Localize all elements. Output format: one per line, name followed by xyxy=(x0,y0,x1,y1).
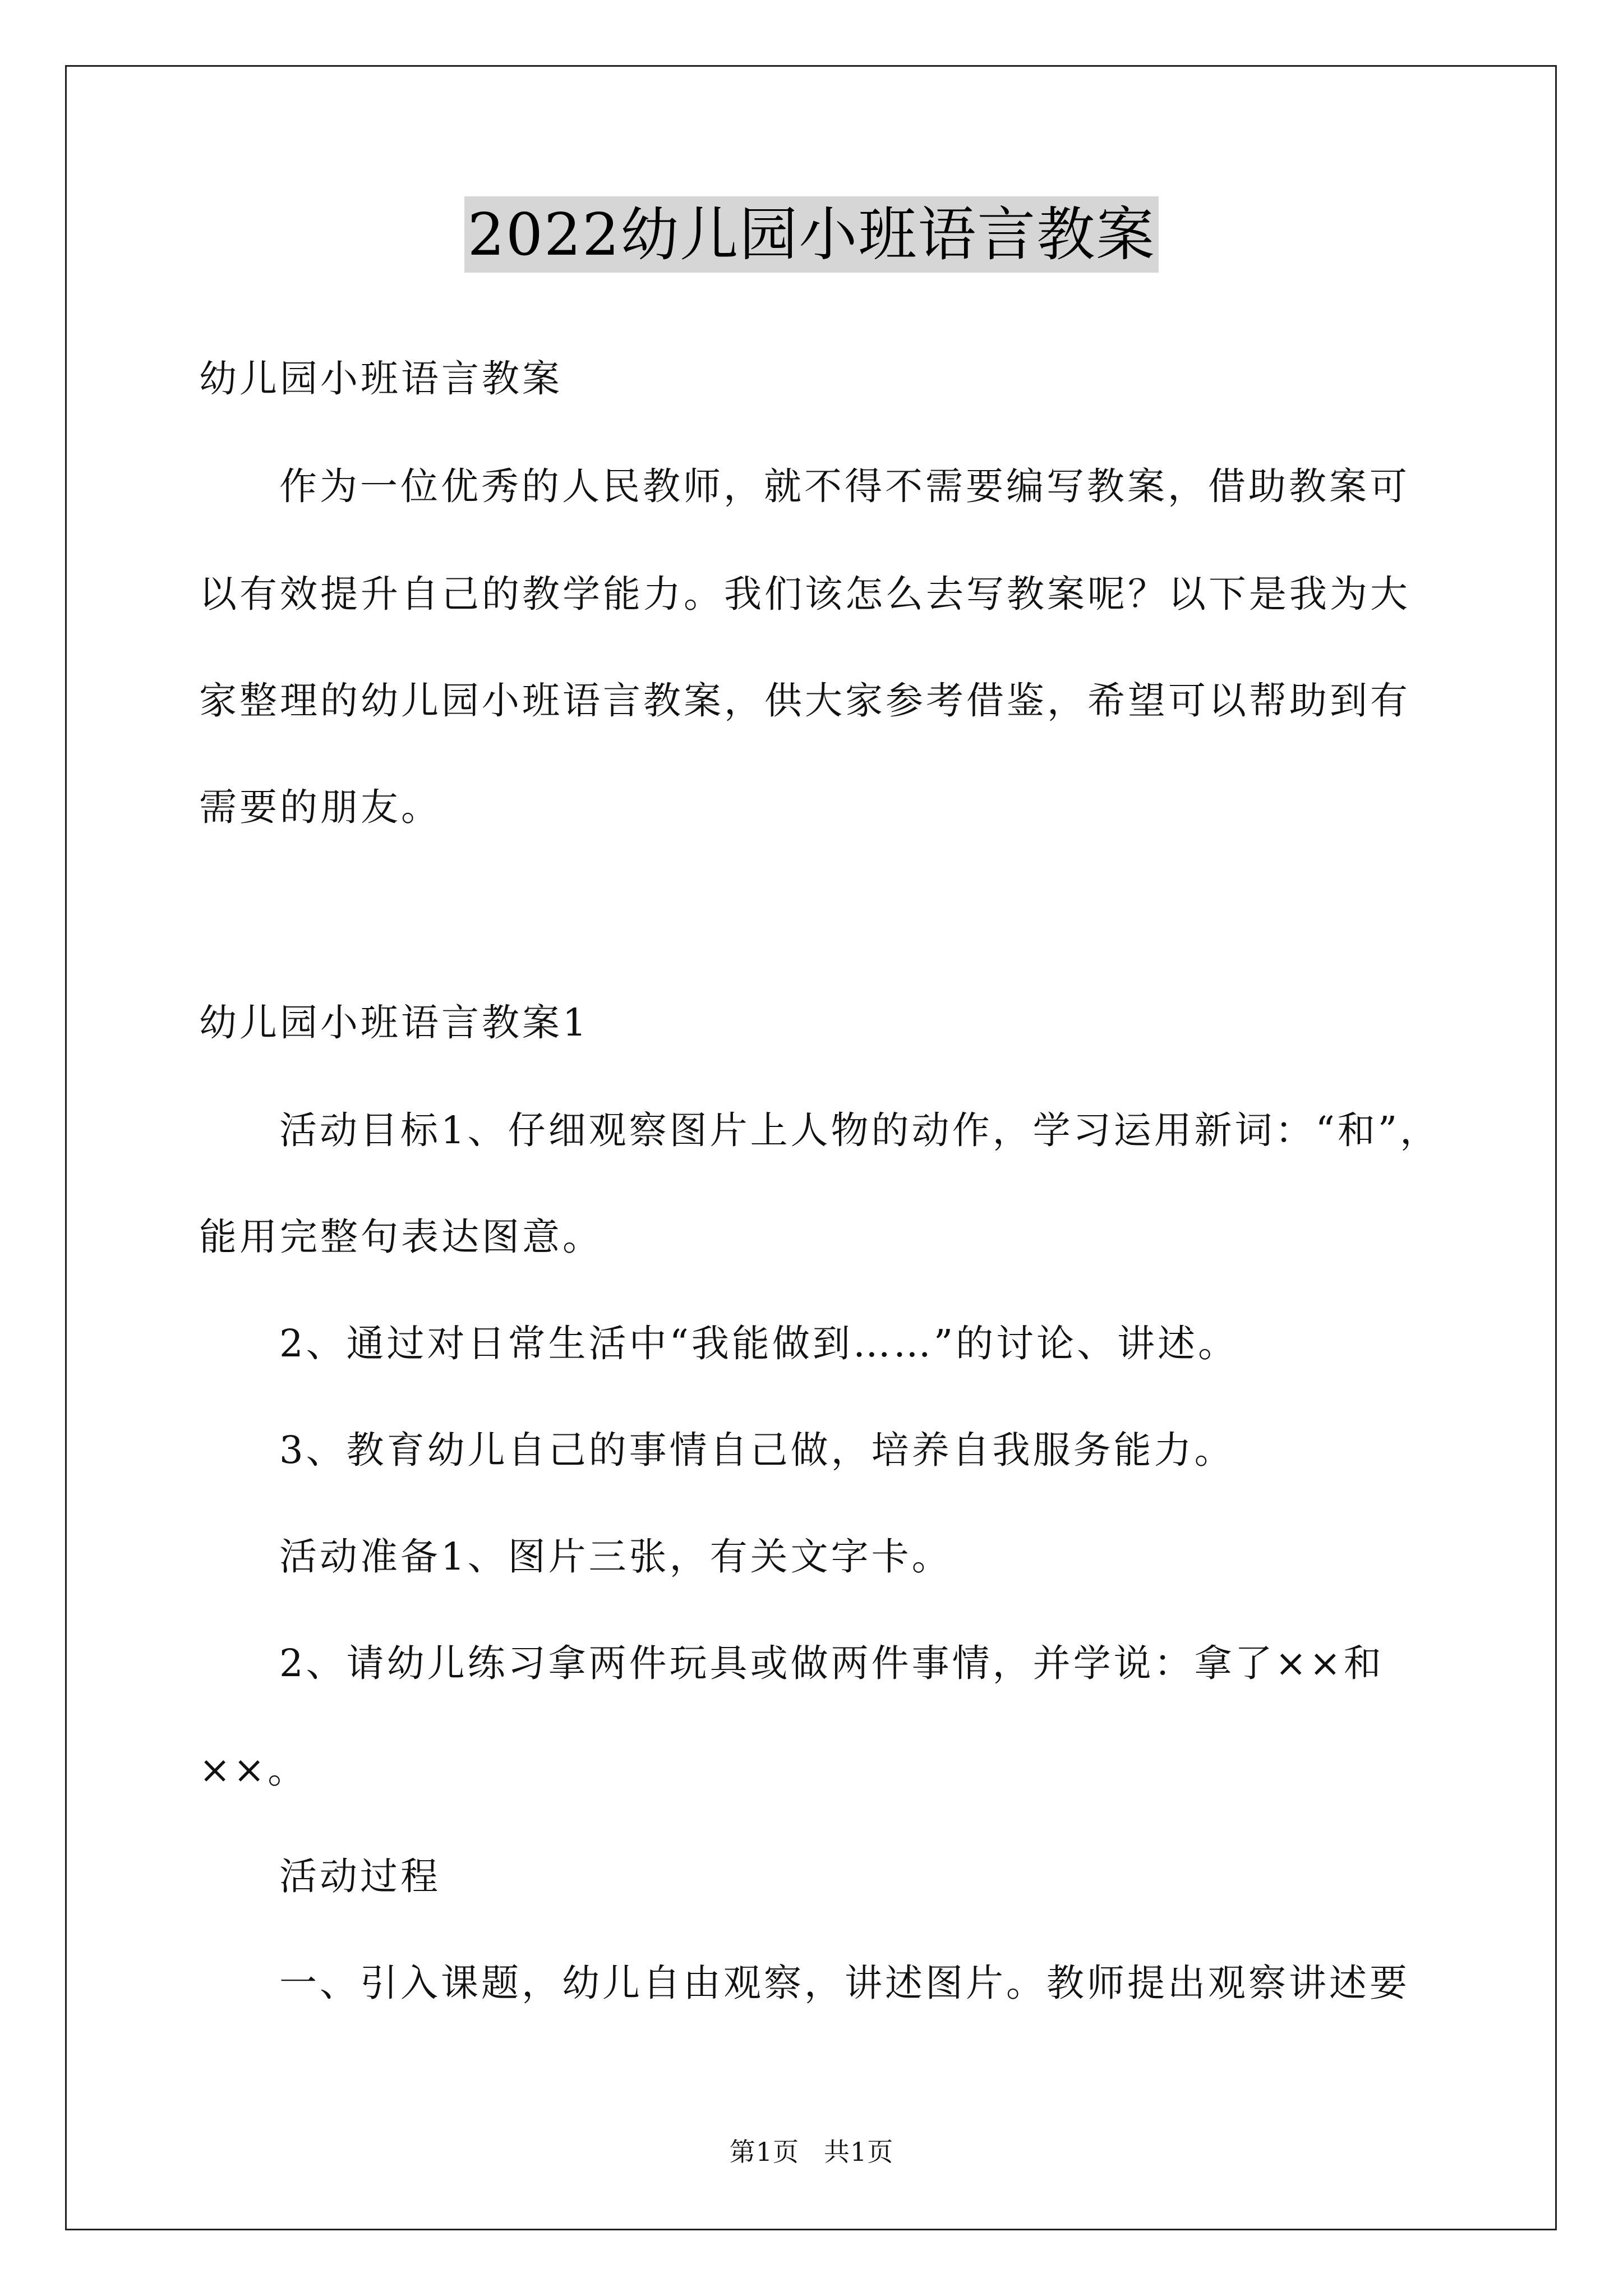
paragraph-line: 活动准备1、图片三张，有关文字卡。 xyxy=(279,1535,952,1579)
page-footer xyxy=(0,2135,1623,2169)
page-number: 第1页 xyxy=(729,2137,799,2167)
title-wrap xyxy=(0,196,1623,273)
section-heading: 幼儿园小班语言教案 xyxy=(199,357,562,401)
paragraph-line: 活动过程 xyxy=(279,1855,441,1898)
document-title: 2022幼儿园小班语言教案 xyxy=(464,196,1159,273)
paragraph-line: 一、引入课题，幼儿自由观察，讲述图片。教师提出观察讲述要 xyxy=(279,1961,1410,2005)
paragraph-line: ××。 xyxy=(199,1748,308,1792)
paragraph-line: 活动目标1、仔细观察图片上人物的动作，学习运用新词：“和”， xyxy=(279,1108,1441,1152)
page-total: 共1页 xyxy=(824,2137,894,2167)
paragraph-line: 3、教育幼儿自己的事情自己做，培养自我服务能力。 xyxy=(279,1428,1235,1472)
paragraph-line: 能用完整句表达图意。 xyxy=(199,1215,603,1259)
section-heading: 幼儿园小班语言教案1 xyxy=(199,1001,589,1045)
paragraph-line: 作为一位优秀的人民教师，就不得不需要编写教案，借助教案可 xyxy=(279,464,1410,508)
paragraph-line: 以有效提升自己的教学能力。我们该怎么去写教案呢？以下是我为大 xyxy=(199,572,1410,616)
paragraph-line: 2、通过对日常生活中“我能做到……”的讨论、讲述。 xyxy=(279,1322,1239,1365)
paragraph-line: 家整理的幼儿园小班语言教案，供大家参考借鉴，希望可以帮助到有 xyxy=(199,679,1410,723)
paragraph-line: 2、请幼儿练习拿两件玩具或做两件事情，并学说：拿了××和 xyxy=(279,1641,1384,1685)
paragraph-line: 需要的朋友。 xyxy=(199,785,441,829)
